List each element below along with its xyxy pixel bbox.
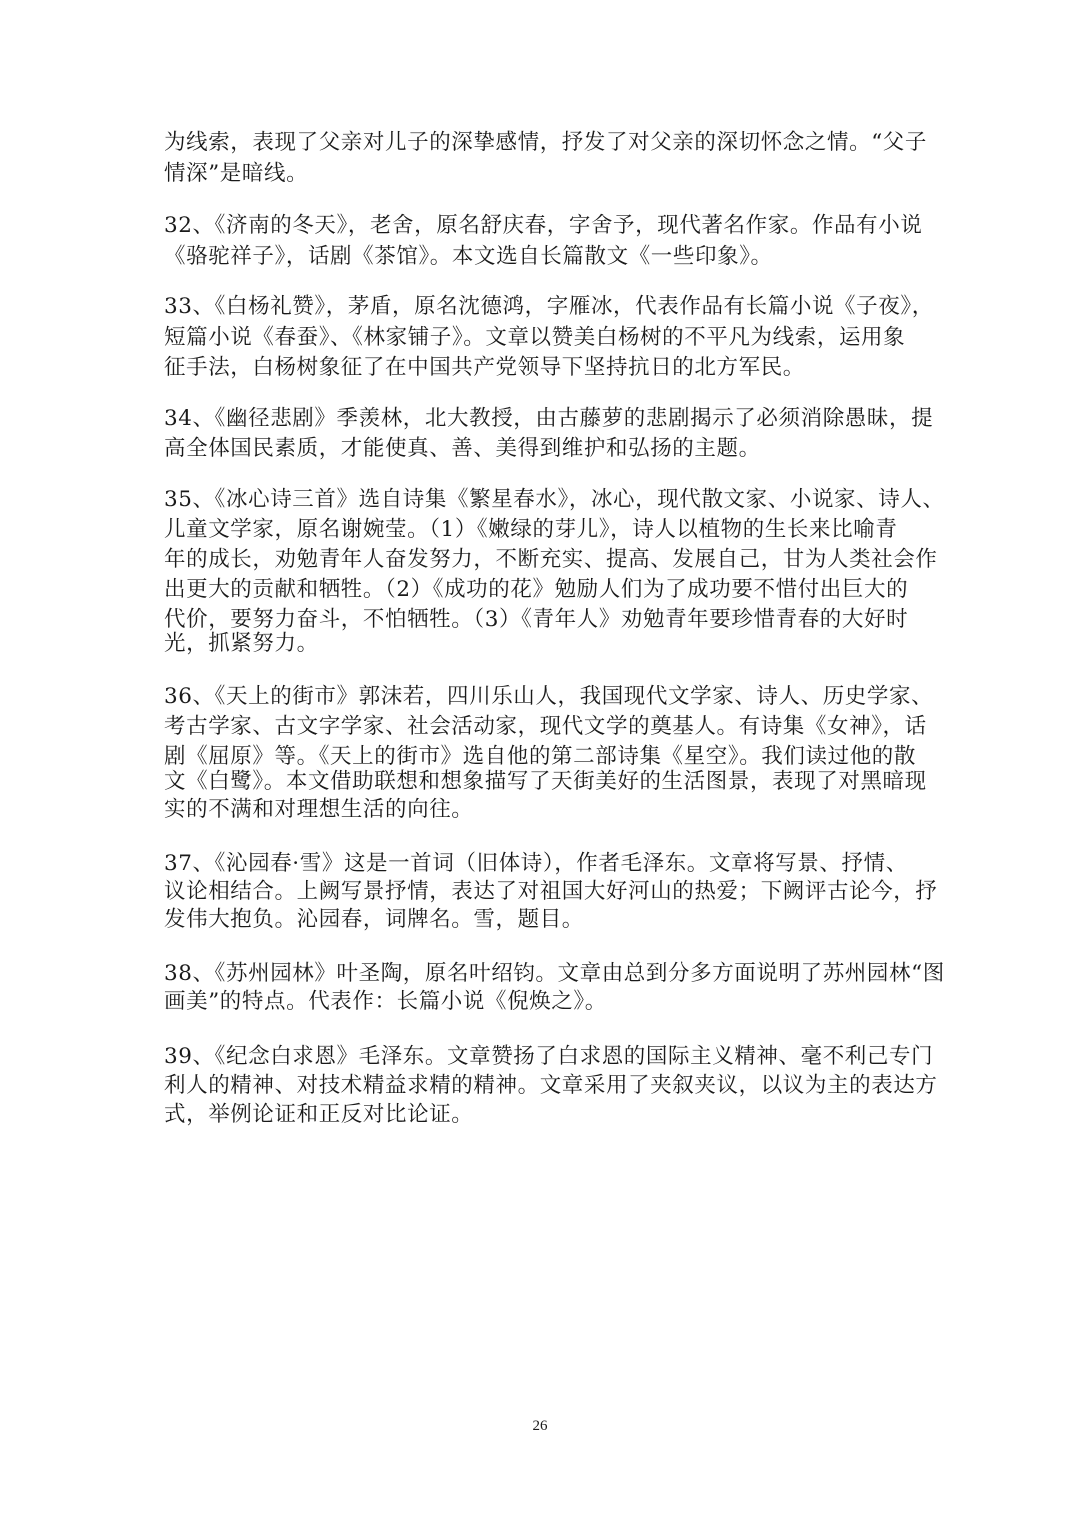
body-line: 为线索，表现了父亲对儿子的深挚感情，抒发了对父亲的深切怀念之情。“父子	[164, 130, 927, 155]
body-line: 征手法，白杨树象征了在中国共产党领导下坚持抗日的北方军民。	[164, 355, 805, 380]
body-line: 36、《天上的街市》郭沫若，四川乐山人，我国现代文学家、诗人、历史学家、	[164, 684, 934, 709]
body-line: 考古学家、古文字学家、社会活动家，现代文学的奠基人。有诗集《女神》，话	[164, 714, 927, 739]
body-line: 发伟大抱负。沁园春，词牌名。雪，题目。	[164, 907, 584, 932]
body-line: 高全体国民素质，才能使真、善、美得到维护和弘扬的主题。	[164, 436, 761, 461]
body-line: 33、《白杨礼赞》，茅盾，原名沈德鸿，字雁冰，代表作品有长篇小说《子夜》，	[164, 294, 934, 319]
body-line: 短篇小说《春蚕》、《林家铺子》。文章以赞美白杨树的不平凡为线索，运用象	[164, 325, 906, 350]
body-line: 议论相结合。上阙写景抒情，表达了对祖国大好河山的热爱；下阙评古论今，抒	[164, 879, 938, 904]
body-line: 文《白鹭》。本文借助联想和想象描写了天街美好的生活图景，表现了对黑暗现	[164, 769, 927, 794]
body-line: 年的成长，劝勉青年人奋发努力，不断充实、提高、发展自己，甘为人类社会作	[164, 547, 938, 572]
body-line: 剧《屈原》等。《天上的街市》选自他的第二部诗集《星空》。我们读过他的散	[164, 744, 917, 769]
body-line: 式，举例论证和正反对比论证。	[164, 1102, 474, 1127]
body-line: 代价，要努力奋斗，不怕牺牲。（3）《青年人》劝勉青年要珍惜青春的大好时	[164, 607, 909, 632]
body-line: 光，抓紧努力。	[164, 631, 319, 656]
body-line: 37、《沁园春·雪》这是一首词（旧体诗），作者毛泽东。文章将写景、抒情、	[164, 851, 908, 876]
body-line: 利人的精神、对技术精益求精的精神。文章采用了夹叙夹议，以议为主的表达方	[164, 1073, 938, 1098]
body-line: 情深”是暗线。	[164, 161, 309, 186]
body-line: 《骆驼祥子》，话剧《茶馆》。本文选自长篇散文《一些印象》。	[164, 244, 773, 269]
body-line: 画美”的特点。代表作：长篇小说《倪焕之》。	[164, 989, 607, 1014]
body-line: 32、《济南的冬天》，老舍，原名舒庆春，字舍予，现代著名作家。作品有小说	[164, 213, 923, 238]
body-line: 实的不满和对理想生活的向往。	[164, 797, 474, 822]
body-line: 儿童文学家，原名谢婉莹。（1）《嫩绿的芽儿》，诗人以植物的生长来比喻青	[164, 517, 898, 542]
page-number: 26	[532, 1418, 548, 1434]
body-line: 39、《纪念白求恩》毛泽东。文章赞扬了白求恩的国际主义精神、毫不利己专门	[164, 1044, 934, 1069]
body-line: 34、《幽径悲剧》季羡林，北大教授，由古藤萝的悲剧揭示了必须消除愚昧，提	[164, 406, 934, 431]
body-line: 38、《苏州园林》叶圣陶，原名叶绍钧。文章由总到分多方面说明了苏州园林“图	[164, 961, 945, 986]
body-line: 35、《冰心诗三首》选自诗集《繁星春水》，冰心，现代散文家、小说家、诗人、	[164, 487, 945, 512]
body-line: 出更大的贡献和牺牲。（2）《成功的花》勉励人们为了成功要不惜付出巨大的	[164, 577, 909, 602]
